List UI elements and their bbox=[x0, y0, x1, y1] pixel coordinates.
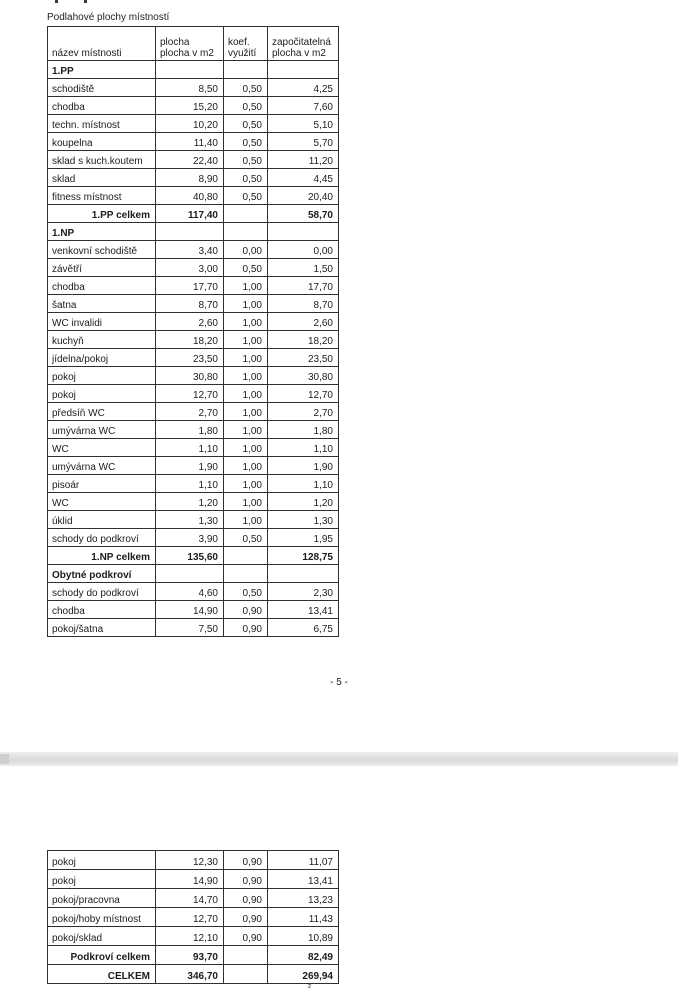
table-cell bbox=[156, 61, 224, 79]
table-cell: 0,50 bbox=[224, 187, 268, 205]
table-cell: umývárna WC bbox=[48, 457, 156, 475]
table-cell: 128,75 bbox=[268, 547, 339, 565]
table-cell bbox=[156, 223, 224, 241]
table-row bbox=[48, 889, 339, 908]
table-cell: 1,00 bbox=[224, 349, 268, 367]
table-cell: 8,90 bbox=[156, 169, 224, 187]
table-cell: 3,40 bbox=[156, 241, 224, 259]
table-row bbox=[48, 205, 339, 223]
table-cell: 3,90 bbox=[156, 529, 224, 547]
table-row bbox=[48, 908, 339, 927]
table-cell: venkovní schodiště bbox=[48, 241, 156, 259]
table-cell: umývárna WC bbox=[48, 421, 156, 439]
cut-off-text-fragment bbox=[55, 0, 58, 3]
table-cell: sklad s kuch.koutem bbox=[48, 151, 156, 169]
table-cell: 1,95 bbox=[268, 529, 339, 547]
table-cell: 5,10 bbox=[268, 115, 339, 133]
table-cell: 58,70 bbox=[268, 205, 339, 223]
table-row bbox=[48, 133, 339, 151]
table-cell bbox=[224, 565, 268, 583]
table-cell: 2,70 bbox=[268, 403, 339, 421]
table-row bbox=[48, 583, 339, 601]
table-cell: jídelna/pokoj bbox=[48, 349, 156, 367]
column-header-counted-area: započitatelná plocha v m2 bbox=[268, 27, 339, 61]
table-cell: 0,50 bbox=[224, 133, 268, 151]
table-cell: 1,00 bbox=[224, 277, 268, 295]
table-cell: sklad bbox=[48, 169, 156, 187]
table-cell: 135,60 bbox=[156, 547, 224, 565]
table-cell: 18,20 bbox=[156, 331, 224, 349]
table-row bbox=[48, 457, 339, 475]
table-cell: 117,40 bbox=[156, 205, 224, 223]
table-cell: 12,70 bbox=[268, 385, 339, 403]
column-header-room-name: název místnosti bbox=[48, 27, 156, 61]
table-cell: 12,70 bbox=[156, 908, 224, 927]
table-cell: WC bbox=[48, 439, 156, 457]
table-cell: 1,50 bbox=[268, 259, 339, 277]
table-cell: 0,90 bbox=[224, 889, 268, 908]
table-cell: 1,10 bbox=[268, 439, 339, 457]
table-cell: 1,10 bbox=[156, 439, 224, 457]
table-cell: pokoj bbox=[48, 367, 156, 385]
table-row bbox=[48, 277, 339, 295]
table-cell: 93,70 bbox=[156, 946, 224, 965]
table-cell: chodba bbox=[48, 97, 156, 115]
table-cell: 1,90 bbox=[156, 457, 224, 475]
table-row bbox=[48, 151, 339, 169]
table-row bbox=[48, 367, 339, 385]
table-cell: 2,60 bbox=[156, 313, 224, 331]
table-cell: 1.NP bbox=[48, 223, 156, 241]
table-row bbox=[48, 259, 339, 277]
table-cell: 7,60 bbox=[268, 97, 339, 115]
table-cell: techn. místnost bbox=[48, 115, 156, 133]
table-cell: 1,20 bbox=[156, 493, 224, 511]
table-cell: 1,00 bbox=[224, 331, 268, 349]
table-cell: 1,10 bbox=[156, 475, 224, 493]
table-cell: 1.PP bbox=[48, 61, 156, 79]
table-row bbox=[48, 223, 339, 241]
table-row bbox=[48, 187, 339, 205]
table-cell: 2,30 bbox=[268, 583, 339, 601]
table-cell: 12,10 bbox=[156, 927, 224, 946]
table-cell: 0,50 bbox=[224, 97, 268, 115]
table-cell: 30,80 bbox=[156, 367, 224, 385]
table-cell: pokoj/hoby místnost bbox=[48, 908, 156, 927]
table-row bbox=[48, 870, 339, 889]
table-cell: chodba bbox=[48, 601, 156, 619]
table-cell: pokoj/šatna bbox=[48, 619, 156, 637]
table-cell: 0,90 bbox=[224, 851, 268, 870]
separator-edge bbox=[0, 754, 9, 764]
page-number: - 5 - bbox=[330, 677, 348, 688]
table-row bbox=[48, 349, 339, 367]
table-cell: schody do podkroví bbox=[48, 583, 156, 601]
table-row bbox=[48, 511, 339, 529]
table-cell: fitness místnost bbox=[48, 187, 156, 205]
table-cell: 0,90 bbox=[224, 927, 268, 946]
table-cell: 4,60 bbox=[156, 583, 224, 601]
table-cell: 1,00 bbox=[224, 457, 268, 475]
table-cell: 11,07 bbox=[268, 851, 339, 870]
table-cell: 14,90 bbox=[156, 870, 224, 889]
table-cell: 23,50 bbox=[156, 349, 224, 367]
table-row bbox=[48, 493, 339, 511]
table-row bbox=[48, 61, 339, 79]
table-cell: 0,50 bbox=[224, 115, 268, 133]
table-row bbox=[48, 331, 339, 349]
table-cell bbox=[268, 61, 339, 79]
table-cell: pokoj bbox=[48, 851, 156, 870]
table-row bbox=[48, 946, 339, 965]
table-cell: 14,70 bbox=[156, 889, 224, 908]
table-cell: 0,50 bbox=[224, 583, 268, 601]
table-cell bbox=[268, 223, 339, 241]
table-cell bbox=[224, 946, 268, 965]
table-cell: 0,90 bbox=[224, 870, 268, 889]
table-cell bbox=[224, 223, 268, 241]
table-cell: 5,70 bbox=[268, 133, 339, 151]
table-cell bbox=[224, 61, 268, 79]
table-cell: 0,90 bbox=[224, 619, 268, 637]
table-cell: 13,41 bbox=[268, 870, 339, 889]
table-cell: 1,00 bbox=[224, 403, 268, 421]
table-row bbox=[48, 439, 339, 457]
table-cell: 1,00 bbox=[224, 439, 268, 457]
table-cell: 6,75 bbox=[268, 619, 339, 637]
cut-off-superscript-fragment: ² bbox=[308, 982, 311, 991]
table-cell: 1,10 bbox=[268, 475, 339, 493]
table-cell: schody do podkroví bbox=[48, 529, 156, 547]
table-cell: 11,40 bbox=[156, 133, 224, 151]
table-cell: 1,00 bbox=[224, 295, 268, 313]
table-row bbox=[48, 403, 339, 421]
table-cell: 0,50 bbox=[224, 259, 268, 277]
table-cell: 1,00 bbox=[224, 493, 268, 511]
table-row bbox=[48, 169, 339, 187]
table-cell: 1,30 bbox=[268, 511, 339, 529]
table-cell: 10,20 bbox=[156, 115, 224, 133]
table-cell: 1.PP celkem bbox=[48, 205, 156, 223]
table-cell: 8,70 bbox=[268, 295, 339, 313]
table-row bbox=[48, 241, 339, 259]
table-row bbox=[48, 619, 339, 637]
table-row bbox=[48, 547, 339, 565]
table-cell: 8,50 bbox=[156, 79, 224, 97]
table-cell: pisoár bbox=[48, 475, 156, 493]
table-cell: 15,20 bbox=[156, 97, 224, 115]
table-row bbox=[48, 565, 339, 583]
table-cell: úklid bbox=[48, 511, 156, 529]
table-cell: 1,00 bbox=[224, 475, 268, 493]
table-cell: kuchyň bbox=[48, 331, 156, 349]
table-cell: 0,50 bbox=[224, 151, 268, 169]
table-cell: závětří bbox=[48, 259, 156, 277]
table-cell: 1,00 bbox=[224, 367, 268, 385]
table-row bbox=[48, 295, 339, 313]
table-cell: WC bbox=[48, 493, 156, 511]
table-row bbox=[48, 475, 339, 493]
table-cell: 12,70 bbox=[156, 385, 224, 403]
table-cell: 0,00 bbox=[224, 241, 268, 259]
table-cell: 23,50 bbox=[268, 349, 339, 367]
table-cell: 7,50 bbox=[156, 619, 224, 637]
table-cell: 14,90 bbox=[156, 601, 224, 619]
table-cell: 0,50 bbox=[224, 79, 268, 97]
table-cell: pokoj/sklad bbox=[48, 927, 156, 946]
table-cell: 17,70 bbox=[268, 277, 339, 295]
table-cell: 1,00 bbox=[224, 511, 268, 529]
table-cell: 18,20 bbox=[268, 331, 339, 349]
table-cell: 269,94 bbox=[268, 965, 339, 984]
table-row bbox=[48, 601, 339, 619]
table-cell: 1,80 bbox=[156, 421, 224, 439]
table-row bbox=[48, 385, 339, 403]
table-cell: 1,00 bbox=[224, 313, 268, 331]
table-cell bbox=[224, 547, 268, 565]
table-cell: pokoj bbox=[48, 385, 156, 403]
table-title: Podlahové plochy místností bbox=[47, 12, 170, 23]
table-cell: 17,70 bbox=[156, 277, 224, 295]
table-cell: 11,43 bbox=[268, 908, 339, 927]
table-cell: 13,23 bbox=[268, 889, 339, 908]
table-cell: 0,50 bbox=[224, 169, 268, 187]
table-cell: 1,80 bbox=[268, 421, 339, 439]
table-cell: 4,25 bbox=[268, 79, 339, 97]
table-cell: 11,20 bbox=[268, 151, 339, 169]
table-cell: šatna bbox=[48, 295, 156, 313]
header-row bbox=[48, 27, 339, 61]
table-cell bbox=[224, 965, 268, 984]
table-cell: Obytné podkroví bbox=[48, 565, 156, 583]
table-cell: 22,40 bbox=[156, 151, 224, 169]
table-cell: 82,49 bbox=[268, 946, 339, 965]
table-row bbox=[48, 115, 339, 133]
table-row bbox=[48, 927, 339, 946]
table-row bbox=[48, 965, 339, 984]
table-cell: 10,89 bbox=[268, 927, 339, 946]
table-cell bbox=[224, 205, 268, 223]
table-cell: 0,50 bbox=[224, 529, 268, 547]
table-cell: Podkroví celkem bbox=[48, 946, 156, 965]
table-cell: 4,45 bbox=[268, 169, 339, 187]
table-cell: chodba bbox=[48, 277, 156, 295]
table-cell: 1,20 bbox=[268, 493, 339, 511]
floor-areas-table-page2 bbox=[47, 850, 339, 984]
table-cell: 346,70 bbox=[156, 965, 224, 984]
table-cell: 1,30 bbox=[156, 511, 224, 529]
table-cell: 2,70 bbox=[156, 403, 224, 421]
table-cell: 1,00 bbox=[224, 385, 268, 403]
table-cell: 20,40 bbox=[268, 187, 339, 205]
floor-areas-table-page1 bbox=[47, 26, 339, 637]
table-cell: 1,00 bbox=[224, 421, 268, 439]
table-cell: 0,90 bbox=[224, 908, 268, 927]
table-cell bbox=[156, 565, 224, 583]
table-row bbox=[48, 79, 339, 97]
column-header-coefficient: koef. využití bbox=[224, 27, 268, 61]
table-cell: 1.NP celkem bbox=[48, 547, 156, 565]
table-cell: pokoj/pracovna bbox=[48, 889, 156, 908]
table-row bbox=[48, 421, 339, 439]
table-cell: 0,90 bbox=[224, 601, 268, 619]
table-cell: 2,60 bbox=[268, 313, 339, 331]
table-cell: 1,90 bbox=[268, 457, 339, 475]
table-cell: schodiště bbox=[48, 79, 156, 97]
cut-off-text-fragment bbox=[84, 0, 87, 3]
table-row bbox=[48, 313, 339, 331]
table-cell: 8,70 bbox=[156, 295, 224, 313]
page-break-separator bbox=[0, 752, 678, 766]
table-row bbox=[48, 97, 339, 115]
table-cell: CELKEM bbox=[48, 965, 156, 984]
table-row bbox=[48, 529, 339, 547]
column-header-area: plocha plocha v m2 bbox=[156, 27, 224, 61]
table-cell bbox=[268, 565, 339, 583]
table-cell: pokoj bbox=[48, 870, 156, 889]
table-cell: 12,30 bbox=[156, 851, 224, 870]
table-cell: 13,41 bbox=[268, 601, 339, 619]
table-cell: 3,00 bbox=[156, 259, 224, 277]
table-cell: předsíň WC bbox=[48, 403, 156, 421]
table-cell: WC invalidi bbox=[48, 313, 156, 331]
table-cell: 30,80 bbox=[268, 367, 339, 385]
table-cell: 40,80 bbox=[156, 187, 224, 205]
table-cell: 0,00 bbox=[268, 241, 339, 259]
table-cell: koupelna bbox=[48, 133, 156, 151]
table-row bbox=[48, 851, 339, 870]
